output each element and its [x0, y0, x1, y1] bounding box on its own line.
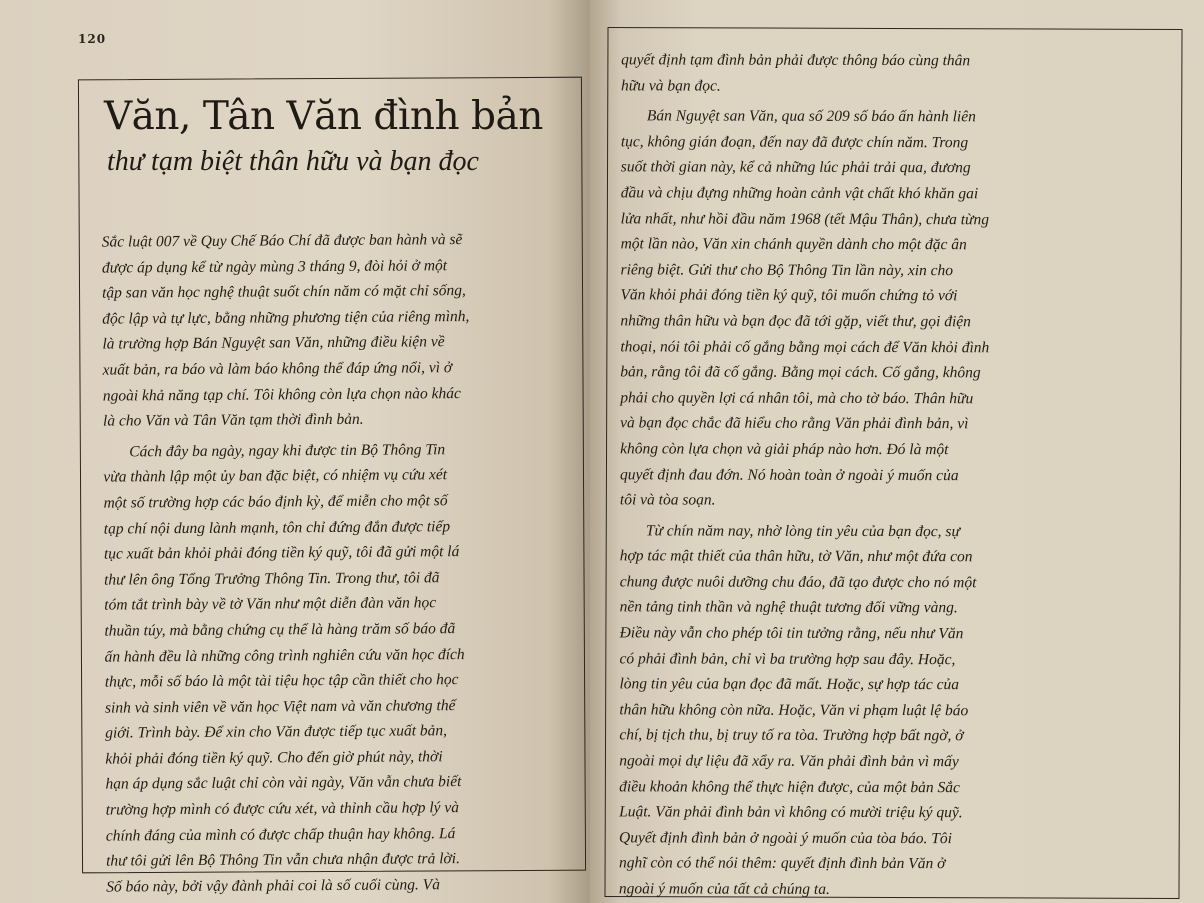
text-line: Điều này vẫn cho phép tôi tin tưởng rằng, nếu như Văn — [619, 624, 964, 643]
text-line: phải cho quyền lợi cá nhân tôi, mà cho tờ báo. Thân hữu — [620, 389, 974, 407]
text-line: Quyết định đình bản ở ngoài ý muốn của tòa báo. Tôi — [619, 829, 952, 848]
paragraph — [102, 226, 555, 434]
text-line: suốt thời gian này, kể cả những lúc phải trải qua, đương — [620, 158, 971, 177]
text-line: quyết định đau đớn. Nó hoàn toàn ở ngoài ý muốn của — [619, 465, 959, 484]
text-line: có phải đình bản, chỉ vì ba trường hợp sau đây. Hoặc, — [619, 649, 956, 668]
paragraph — [621, 47, 1141, 100]
text-line: hữu và bạn đọc. — [621, 76, 721, 95]
text-line: là cho Văn và Tân Văn tạm thời đình bản. — [102, 410, 364, 430]
text-line: chung được nuôi dưỡng chu đáo, đã tạo được cho nó một — [619, 573, 977, 592]
text-line: là trường hợp Bán Nguyệt san Văn, những điều kiện về — [102, 333, 445, 353]
right-body-text — [619, 47, 1141, 903]
text-line: sinh và sinh viên về văn học Việt nam và văn chương thế — [104, 696, 456, 717]
paragraph — [619, 518, 1140, 903]
text-line: giới. Trình bày. Để xin cho Văn được tiếp tục xuất bản, — [105, 722, 448, 742]
text-line: tóm tắt trình bày về tờ Văn như một diễn đàn văn học — [104, 594, 437, 614]
text-line: Bán Nguyệt san Văn, qua số 209 số báo ấn hành liên — [646, 107, 976, 126]
text-line: nghĩ còn có thể nói thêm: quyết định đình bản Văn ở — [618, 854, 946, 873]
text-line: ngoài ý muốn của tất cả chúng ta. — [618, 880, 830, 898]
text-line: tục, không gián đoạn, đến nay đã được chín năm. Trong — [620, 133, 969, 152]
text-line: lửa nhất, như hồi đầu năm 1968 (tết Mậu Thân), chưa từng — [620, 209, 990, 228]
text-line: chí, bị tịch thu, bị truy tố ra tòa. Trường hợp bất ngờ, ở — [619, 726, 964, 745]
text-line: tôi và tòa soạn. — [619, 491, 716, 509]
text-line: quyết định tạm đình bản phải được thông báo cùng thân — [621, 51, 971, 70]
paragraph — [620, 104, 1141, 515]
text-line: hạn áp dụng sắc luật chỉ còn vài ngày, Văn vẫn chưa biết — [105, 773, 462, 794]
text-line: nền tảng tinh thần và nghệ thuật tương đối vững vàng. — [619, 598, 958, 617]
text-line: xuất bản, ra báo và làm báo không thể đáp ứng nổi, vì ở — [102, 359, 453, 379]
text-line: một lần nào, Văn xin chánh quyền dành cho một đặc ân — [620, 235, 967, 254]
text-line: Số báo này, bởi vậy đành phải coi là số cuối cùng. Và — [106, 876, 441, 896]
text-line: tập san văn học nghệ thuật suốt chín năm có mặt chỉ sống, — [102, 282, 466, 302]
text-line: và bạn đọc chắc đã hiểu cho rằng Văn phải đình bản, vì — [620, 414, 969, 433]
text-line: Cách đây ba ngày, ngay khi được tin Bộ Thông Tin — [129, 440, 446, 461]
text-line: khỏi phải đóng tiền ký quỹ. Cho đến giờ phút này, thời — [105, 748, 443, 768]
text-line: riêng biệt. Gửi thư cho Bộ Thông Tin lần này, xin cho — [620, 261, 954, 279]
text-line: không còn lựa chọn và giải pháp nào hơn. Đó là một — [620, 440, 949, 459]
text-line: độc lập và tự lực, bằng những phương tiện của riêng mình, — [102, 307, 470, 328]
text-line: thực, mỗi số báo là một tài tiệu học tập cần thiết cho học — [104, 671, 459, 691]
page-number: 120 — [78, 32, 107, 46]
text-line: điều khoản không thể thực hiện được, của một bản Sắc — [619, 777, 960, 796]
right-page — [590, 0, 1204, 903]
text-line: thư tôi gửi lên Bộ Thông Tin vẫn chưa nhận được trả lời. — [105, 850, 461, 870]
text-line: tạp chí nội dung lành mạnh, tôn chỉ đứng đắn được tiếp — [103, 517, 451, 538]
text-line: lòng tin yêu của bạn đọc đã mất. Hoặc, sự hợp tác của — [619, 675, 960, 694]
text-line: tục xuất bản khỏi phải đóng tiền ký quỹ, tôi đã gửi một lá — [103, 543, 460, 563]
article-title: Văn, Tân Văn đình bản — [104, 94, 543, 139]
text-line: trường hợp mình có được cứu xét, và thỉnh cầu hợp lý và — [105, 799, 460, 819]
text-line: Sắc luật 007 về Quy Chế Báo Chí đã được ban hành và sẽ — [101, 231, 463, 251]
text-line: ngoài khả năng tạp chí. Tôi không còn lựa chọn nào khác — [102, 384, 461, 405]
text-line: thân hữu không còn nữa. Hoặc, Văn vi phạm luật lệ báo — [619, 701, 969, 720]
text-line: Từ chín năm nay, nhờ lòng tin yêu của bạn đọc, sự — [645, 522, 960, 540]
paragraph — [103, 436, 558, 900]
text-line: một số trường hợp các báo định kỳ, để miễn cho một số — [103, 492, 448, 512]
text-line: những thân hữu và bạn đọc đã tới gặp, viết thư, gọi điện — [620, 312, 971, 331]
text-line: Luật. Văn phải đình bản vì không có mười triệu ký quỹ. — [619, 803, 963, 822]
text-line: được áp dụng kể từ ngày mùng 3 tháng 9, đòi hỏi ở một — [101, 256, 448, 277]
text-line: thoại, nói tôi phải cố gắng bằng mọi cách để Văn khỏi đình — [620, 337, 990, 356]
text-line: chính đáng của mình có được chấp thuận hay không. Lá — [105, 824, 456, 845]
text-line: hợp tác mật thiết của thân hữu, tờ Văn, như một đứa con — [619, 547, 973, 566]
text-line: Văn khỏi phải đóng tiền ký quỹ, tôi muốn chứng tỏ với — [620, 286, 958, 305]
article-subtitle: thư tạm biệt thân hữu và bạn đọc — [107, 146, 479, 177]
text-line: đầu và chịu đựng những hoàn cảnh vật chất khó khăn gai — [620, 184, 979, 203]
text-line: ấn hành đều là những công trình nghiên cứu văn học đích — [104, 645, 465, 666]
text-line: bản, rằng tôi đã cố gắng. Bằng mọi cách. Cố gắng, không — [620, 363, 981, 382]
text-line: ngoài mọi dự liệu đã xẩy ra. Văn phải đình bản vì mấy — [619, 752, 959, 771]
left-body-text — [102, 226, 559, 903]
text-line: thuần túy, mà bằng chứng cụ thể là hàng trăm số báo đã — [104, 620, 456, 640]
left-page — [0, 0, 590, 903]
text-line: vừa thành lập một ủy ban đặc biệt, có nhiệm vụ cứu xét — [103, 466, 448, 486]
text-line: thư lên ông Tổng Trưởng Thông Tin. Trong thư, tôi đã — [104, 568, 440, 589]
